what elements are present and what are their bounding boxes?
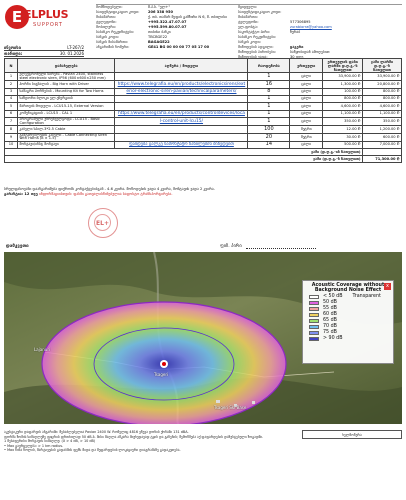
item-unit-price: 500.00 ₾	[323, 141, 363, 148]
table-row	[5, 88, 402, 95]
row-number: 7	[5, 118, 18, 126]
buyer-field-label: ბანკის კოდი:	[238, 40, 261, 44]
item-quantity: 1	[248, 110, 290, 117]
item-name: ჰორნი სიგნალის - Big Horn with Driver	[17, 81, 114, 88]
item-unit-price: 800.00 ₾	[323, 95, 363, 102]
footer-line-1: აკუსტიკური დაფარვის ანგარიში: შესაძლებელია Pavian 2400 W. რომელიც 4816 ვწევა დონის ქონაში 131 dBA.	[4, 430, 189, 434]
item-total: 4,600.00 ₾	[363, 103, 402, 110]
total-row	[5, 156, 402, 163]
footer-line-3: 1 შესაფერისი მონტაჟის სიმაღლე: (X > 4 dB, > 10 dB)	[4, 439, 96, 444]
seller-row	[96, 45, 234, 50]
signature-right	[220, 244, 316, 249]
table-row	[5, 141, 402, 148]
notes-red-info: ინფორმაციისთვის: ფასში გათვალისწინებულია საფოსტო ტრანსპორტირება.	[38, 192, 173, 197]
row-number: 3	[5, 88, 18, 95]
buyer-field-value: zurabiorra@yahoo.com	[290, 25, 332, 29]
item-description	[115, 103, 248, 110]
item-unit-price: 1,300.00 ₾	[323, 81, 363, 88]
legend-label: 65 dB	[323, 318, 337, 324]
item-quantity: 100	[248, 126, 290, 133]
item-total: 1,100.00 ₾	[363, 110, 402, 117]
legend-label: < 50 dB	[323, 294, 343, 300]
legend-label: 60 dB	[323, 312, 337, 318]
item-name: ელექტრონული სირენა - Pavian 2400, stainless steel electronic siren, IP56 (600×600×250 mm)	[17, 73, 114, 81]
column-header: ერთეული	[290, 59, 323, 73]
seller-field-value: GE41 BG 00 00 00 77 05 17 00	[148, 45, 210, 49]
item-total: 33,900.00 ₾	[363, 73, 402, 81]
legend-entries	[303, 294, 393, 342]
invoice-label: ინვოისი	[4, 45, 21, 50]
table-row	[5, 73, 402, 81]
legend-label: 55 dB	[323, 306, 337, 312]
item-description: https://www.telegrafia.eu/en/products/controldevices/loca	[115, 110, 248, 117]
buyer-field-value: ზურაბ	[290, 30, 301, 34]
table-header-row	[5, 59, 402, 73]
table-row	[5, 103, 402, 110]
buyer-details	[238, 5, 403, 60]
map-place-label: Tsageri Ski Base	[214, 405, 247, 410]
item-name: პროგრამული უზრუნველყოფა - LCU15 - Basic Configuration	[17, 118, 114, 126]
buyer-field-label: მიწოდების ვადა:	[238, 55, 268, 59]
item-unit: ცალი	[290, 141, 323, 148]
coverage-legend	[302, 280, 394, 364]
legend-swatch	[309, 307, 319, 312]
coverage-notes	[4, 430, 402, 453]
legend-swatch	[309, 295, 319, 300]
invoice-date: 30. 01.2026	[59, 51, 84, 56]
seller-field-label: მომწოდებელი:	[96, 5, 123, 9]
table-row	[5, 81, 402, 88]
legend-label: 70 dB	[323, 324, 337, 330]
seller-field-label: ბანკის კოდი:	[96, 35, 119, 39]
column-header: ერთეულის ფასი ლარში დ.ღ.გ.-ს ჩათვლით	[323, 59, 363, 73]
row-number: 9	[5, 133, 18, 141]
company-logo	[5, 5, 69, 33]
buyer-field-label: საიდენტიფიკაციო კოდი:	[238, 10, 282, 14]
item-unit: მეტრი	[290, 126, 323, 133]
coverage-map	[4, 252, 402, 424]
invoice-number: LT-267/2	[67, 45, 84, 50]
item-quantity: 16	[248, 81, 290, 88]
item-name: სამაგრი ჰორნების - Mounting Kit for Two Horns	[17, 88, 114, 95]
buyer-field-label: მიწოდების პირობები:	[238, 50, 276, 54]
buyer-field-label: ტელეფონი:	[238, 20, 259, 24]
seller-field-value: ქ. თბ. თამარ მეფის გამზირი N 6, შ. თბილისი	[148, 15, 227, 19]
footer-line-2: ფორმა ზომის სიმაღლეზე ფიცრის ფრთხილად 50 dB-ს. მისი მაღლა აშკარა მიუხედავად ტყის და გაჩენის; შემოწმება აქ ფაფარდების დაზუსტებული ზოგადში.	[4, 434, 264, 439]
buyer-field-value: 30 დღე	[290, 55, 304, 59]
item-unit: ცალი	[290, 95, 323, 102]
legend-label: 50 dB	[323, 300, 337, 306]
buyer-field-label: ელ-ფოსტა:	[238, 25, 259, 29]
item-total: 20,800.00 ₾	[363, 81, 402, 88]
seller-field-value: +995.599.80.07.07	[148, 25, 187, 29]
row-number: 2	[5, 81, 18, 88]
seller-field-value: +995.322.47.07.07	[148, 20, 187, 24]
invoice-id-block	[4, 45, 84, 57]
map-place-label: Tsageri	[154, 372, 169, 377]
map-place-label: Lajanuri	[34, 347, 51, 352]
column-header: აღწერა / მოდელი	[115, 59, 248, 73]
logo-name: ELPLUS	[24, 8, 69, 21]
invoice-date-label: თარიღი:	[4, 51, 23, 56]
item-name: კომუნიკაციის - LCU15 - CAL 1	[17, 110, 114, 117]
item-total: 600.00 ₾	[363, 133, 402, 141]
buyer-field-label: საკონტაქტო პირი:	[238, 30, 271, 34]
legend-transparent: Transparent	[352, 294, 381, 300]
item-name: გამტარებლების კაბელი - Cable Connecting Siren with Horns (8 × 1.5)	[17, 133, 114, 141]
subtotal-row	[5, 149, 402, 156]
buyer-field-value: საწყობიდან ამოღებით	[290, 50, 330, 54]
signature-left	[6, 244, 29, 249]
total-value: 71,300.00 ₾	[363, 156, 402, 163]
seller-field-value: თიბისი ბანკი	[148, 30, 171, 34]
legend-swatch	[309, 301, 319, 306]
buyer-field-label: მისამართი:	[238, 15, 258, 19]
item-description: l-control-unit-lcu15/	[115, 118, 248, 126]
table-row	[5, 95, 402, 102]
legend-swatch	[309, 319, 319, 324]
invoice-notes	[4, 187, 402, 197]
legend-swatch	[309, 331, 319, 336]
item-quantity: 1	[248, 103, 290, 110]
signature-right-label: ფიზ. პირი	[220, 244, 242, 249]
item-quantity: 8	[248, 88, 290, 95]
logo-mark: E	[5, 5, 29, 29]
buyer-field-label: მიწოდების ადგილი:	[238, 45, 274, 49]
items-table	[4, 58, 402, 163]
item-description: https://www.telegrafia.eu/en/products/electronicsirens/ext	[115, 81, 248, 88]
seller-field-label: მისამართი:	[96, 15, 116, 19]
item-description	[115, 73, 248, 81]
subtotal-value	[363, 149, 402, 156]
column-header: რაოდენობა	[248, 59, 290, 73]
notes-line-1: სრულფასოვანი დაანგარიშება ფიქრობს კონტაქტებისგან - 4-6 კვირა. მოწოდების ვადა 4 კვირა, მონტაჟის ვადა 2 კვირა.	[4, 187, 215, 191]
seller-field-label: საბანკო რეკვიზიტები:	[96, 30, 135, 34]
item-name: მართვის მოდული - LCU15-15, External Version	[17, 103, 114, 110]
item-unit: ცალი	[290, 73, 323, 81]
item-total: 350.00 ₾	[363, 118, 402, 126]
item-quantity: 1	[248, 95, 290, 102]
legend-entry	[303, 336, 393, 342]
buyer-field-value: ცაგერი	[290, 45, 304, 49]
footer-line-4: • Max გავრცელება: > 1 km radius.	[4, 443, 64, 448]
seller-field-value: TBCBGE22	[148, 35, 168, 39]
buyer-field-label: საბანკო რეკვიზიტები:	[238, 35, 277, 39]
item-quantity: 1	[248, 73, 290, 81]
buyer-field-value: 577306895	[290, 20, 311, 24]
legend-swatch	[309, 313, 319, 318]
seller-field-label: ტელეფონი:	[96, 20, 117, 24]
item-total: 800.00 ₾	[363, 88, 402, 95]
item-description: erior-electronic-siren-pavian/technicalparameters/	[115, 88, 248, 95]
item-unit: ცალი	[290, 103, 323, 110]
item-name: მონტაჟი/ინსტ მონტაჟი	[17, 141, 114, 148]
table-row	[5, 133, 402, 141]
legend-swatch	[309, 325, 319, 330]
item-unit: ცალი	[290, 118, 323, 126]
signature-box: ხელმოწერა	[302, 430, 402, 439]
item-unit-price: 33,900.00 ₾	[323, 73, 363, 81]
item-name: საზდორი ბლოკი ელ.ენერგიის	[17, 95, 114, 102]
subtotal-label: ჯამი (დ.ღ.გ.-ის ჩათვლით)	[5, 149, 363, 156]
item-quantity: 14	[248, 141, 290, 148]
legend-swatch	[309, 337, 319, 342]
item-description	[115, 133, 248, 141]
signature-left-label: დამკვეთი	[6, 244, 29, 249]
seller-field-value: შ.პ.ს. "ელ+"	[148, 5, 171, 9]
seller-field-value: BAGAGE22	[148, 40, 170, 44]
legend-label: > 90 dB	[323, 336, 343, 342]
row-number: 1	[5, 73, 18, 81]
warranty-label: გარანტია: 12 თვე	[4, 192, 38, 197]
stamp-text: EL+	[94, 214, 111, 231]
table-body	[5, 73, 402, 163]
buyer-field-label: მყიდველი:	[238, 5, 258, 9]
item-description	[115, 126, 248, 133]
item-unit-price: 12.00 ₾	[323, 126, 363, 133]
item-description: ფასდება ცალკე სამონტაჟო ნაწილების მიხედვით	[115, 141, 248, 148]
logo-tagline: SUPPORT	[33, 22, 63, 28]
legend-title: Acoustic Coverage without Background Noise Effect	[311, 283, 385, 294]
item-unit: ცალი	[290, 110, 323, 117]
row-number: 10	[5, 141, 18, 148]
total-label: ჯამი (დ.ღ.გ.-ს ჩათვლით)	[5, 156, 363, 163]
item-description	[115, 95, 248, 102]
table-row	[5, 118, 402, 126]
item-unit-price: 1,100.00 ₾	[323, 110, 363, 117]
row-number: 8	[5, 126, 18, 133]
item-total: 1,200.00 ₾	[363, 126, 402, 133]
signature-line	[246, 248, 316, 249]
footer-line-5: • Max წინა ზოლის, მარტივების გადაბმის ფენს შიდა და შეფარდების ლოკაციური დიაგრამაზე გადაკეთება.	[4, 448, 181, 453]
item-quantity: 1	[248, 118, 290, 126]
column-header: ჯამი ლარში დ.ღ.გ.-ს ჩათვლით	[363, 59, 402, 73]
seller-field-value: 206 338 950	[148, 10, 174, 14]
row-number: 4	[5, 95, 18, 102]
item-unit-price: 30.00 ₾	[323, 133, 363, 141]
seller-field-label: საიდენტიფიკაციო კოდი:	[96, 10, 140, 14]
item-unit-price: 100.00 ₾	[323, 88, 363, 95]
item-total: 7,000.00 ₾	[363, 141, 402, 148]
item-unit: ცალი	[290, 88, 323, 95]
row-number: 6	[5, 110, 18, 117]
column-header: N	[5, 59, 18, 73]
item-unit: ცალი	[290, 81, 323, 88]
legend-label: 75 dB	[323, 330, 337, 336]
company-stamp	[88, 208, 118, 238]
row-number: 5	[5, 103, 18, 110]
seller-field-label: ანგარიშის ნომერი:	[96, 45, 130, 49]
item-unit-price: 350.00 ₾	[323, 118, 363, 126]
seller-details	[96, 5, 234, 50]
item-total: 800.00 ₾	[363, 95, 402, 102]
item-quantity: 20	[248, 133, 290, 141]
close-icon[interactable]: x	[384, 283, 391, 290]
item-unit-price: 4,600.00 ₾	[323, 103, 363, 110]
seller-field-label: მობილური:	[96, 25, 117, 29]
column-header: დასახელება	[17, 59, 114, 73]
seller-field-label: ბანკის მისამართი:	[96, 40, 129, 44]
item-name: კაბელი სპილ.3*2.5 Cable	[17, 126, 114, 133]
item-unit: მეტრი	[290, 133, 323, 141]
